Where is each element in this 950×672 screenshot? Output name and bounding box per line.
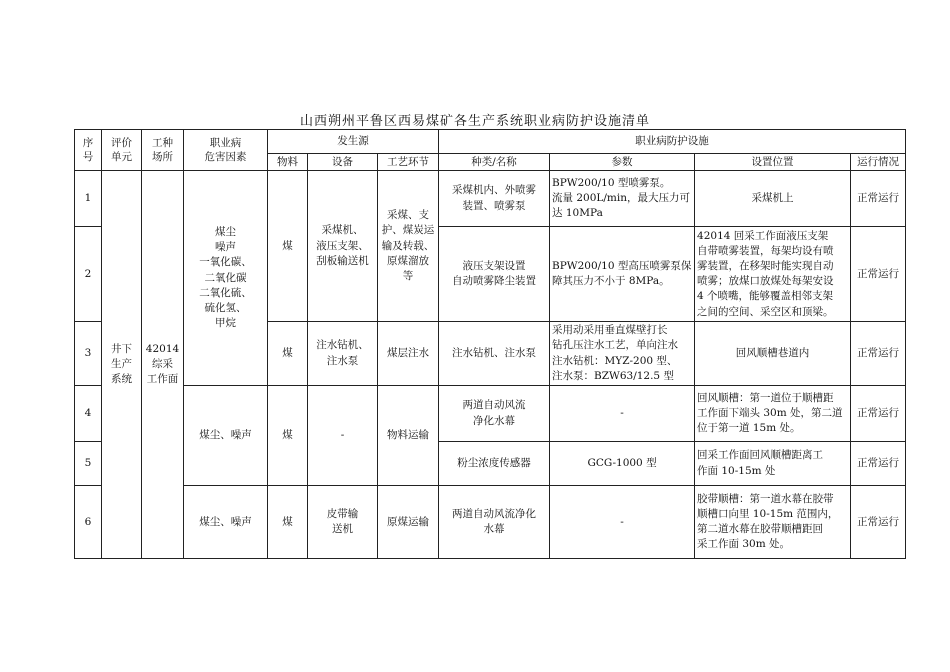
process-cell: 采煤、支 护、煤炭运 输及转载、 原煤溜放 等: [378, 171, 439, 322]
row-seq: 3: [75, 322, 102, 386]
facility-params: BPW200/10 型高压喷雾泵保 障其压力不小于 8MPa。: [550, 227, 695, 322]
header-process: 工艺环节: [378, 154, 439, 171]
workplace-cell: 42014 综采 工作面: [142, 171, 184, 559]
header-hazard: 职业病 危害因素: [184, 130, 268, 171]
facility-location: 回风顺槽巷道内: [695, 322, 851, 386]
unit-cell: 井下 生产 系统: [102, 171, 142, 559]
facility-type: 两道自动风流 净化水幕: [439, 386, 550, 442]
header-workplace: 工种 场所: [142, 130, 184, 171]
material-cell: 煤: [268, 322, 308, 386]
material-cell: 煤: [268, 486, 308, 559]
header-material: 物料: [268, 154, 308, 171]
process-cell: 原煤运输: [378, 486, 439, 559]
facility-location: 胶带顺槽：第一道水幕在胶带 顺槽口向里 10-15m 范围内， 第二道水幕在胶带顺槽距回 采工作面 30m 处。: [695, 486, 851, 559]
material-cell: 煤: [268, 171, 308, 322]
equipment-cell: 皮带输 送机: [308, 486, 378, 559]
facility-params: BPW200/10 型喷雾泵。 流量 200L/min，最大压力可 达 10MPa: [550, 171, 695, 227]
header-source: 发生源: [268, 130, 439, 154]
process-cell: 煤层注水: [378, 322, 439, 386]
header-status: 运行情况: [851, 154, 906, 171]
facility-params: GCG-1000 型: [550, 442, 695, 486]
row-seq: 2: [75, 227, 102, 322]
facility-status: 正常运行: [851, 322, 906, 386]
protection-facility-table: [74, 129, 906, 559]
facility-status: 正常运行: [851, 227, 906, 322]
facility-status: 正常运行: [851, 486, 906, 559]
equipment-cell: 注水钻机、 注水泵: [308, 322, 378, 386]
facility-status: 正常运行: [851, 171, 906, 227]
header-type: 种类/名称: [439, 154, 550, 171]
facility-location: 42014 回采工作面液压支架 自带喷雾装置，每架均设有喷 雾装置，在移架时能实现自动 喷雾；放煤口放煤处每架安设 4 个喷嘴，能够覆盖相邻支架 之间的空间、采空区和顶梁。: [695, 227, 851, 322]
facility-type: 粉尘浓度传感器: [439, 442, 550, 486]
equipment-cell: 采煤机、 液压支架、 刮板输送机: [308, 171, 378, 322]
hazard-cell: 煤尘、噪声: [184, 486, 268, 559]
facility-status: 正常运行: [851, 386, 906, 442]
document-title: 山西朔州平鲁区西易煤矿各生产系统职业病防护设施清单: [299, 114, 650, 129]
facility-type: 液压支架设置 自动喷雾降尘装置: [439, 227, 550, 322]
table-row: [75, 171, 906, 227]
facility-params: 采用动采用垂直煤壁打长 钻孔压注水工艺，单向注水 注水钻机：MYZ-200 型、 注水泵：BZW63/12.5 型: [550, 322, 695, 386]
process-cell: 物料运输: [378, 386, 439, 486]
header-unit: 评价 单元: [102, 130, 142, 171]
facility-status: 正常运行: [851, 442, 906, 486]
header-facility: 职业病防护设施: [439, 130, 906, 154]
header-equipment: 设备: [308, 154, 378, 171]
facility-location: 回风顺槽：第一道位于顺槽距 工作面下端头 30m 处，第二道 位于第一道 15m 处。: [695, 386, 851, 442]
facility-params: -: [550, 486, 695, 559]
facility-location: 回采工作面回风顺槽距离工 作面 10-15m 处: [695, 442, 851, 486]
row-seq: 6: [75, 486, 102, 559]
facility-params: -: [550, 386, 695, 442]
facility-type: 两道自动风流净化 水幕: [439, 486, 550, 559]
equipment-cell: -: [308, 386, 378, 486]
header-location: 设置位置: [695, 154, 851, 171]
header-params: 参数: [550, 154, 695, 171]
row-seq: 1: [75, 171, 102, 227]
row-seq: 5: [75, 442, 102, 486]
facility-type: 注水钻机、注水泵: [439, 322, 550, 386]
hazard-cell: 煤尘 噪声 一氧化碳、 二氧化碳 二氧化硫、 硫化氢、 甲烷: [184, 171, 268, 386]
table-row: [75, 486, 906, 559]
material-cell: 煤: [268, 386, 308, 486]
facility-location: 采煤机上: [695, 171, 851, 227]
table-row: [75, 386, 906, 442]
row-seq: 4: [75, 386, 102, 442]
header-seq: 序 号: [75, 130, 102, 171]
hazard-cell: 煤尘、噪声: [184, 386, 268, 486]
facility-type: 采煤机内、外喷雾 装置、喷雾泵: [439, 171, 550, 227]
